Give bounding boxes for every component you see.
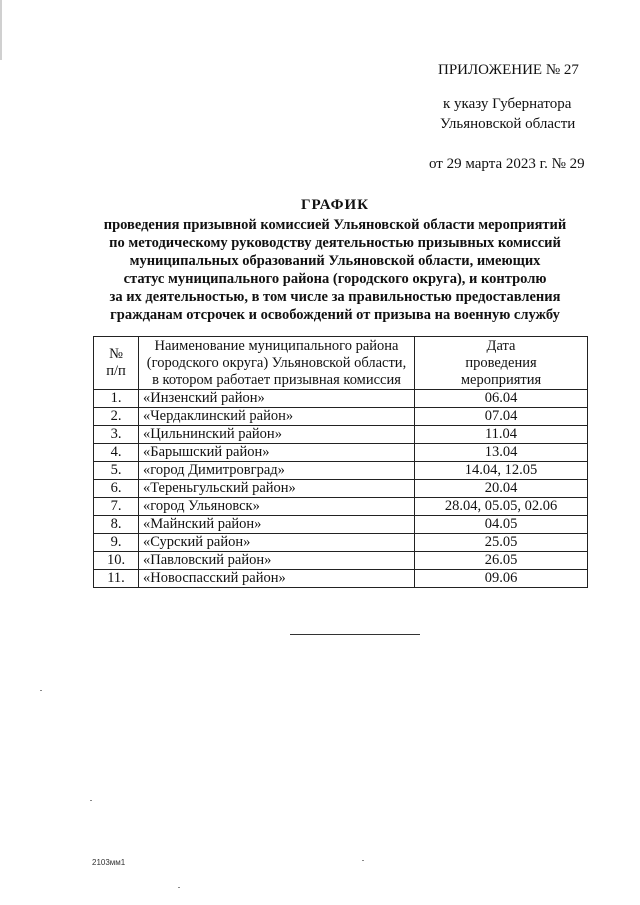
row-date: 13.04 [415, 444, 588, 462]
appendix-region: Ульяновской области [440, 116, 576, 132]
table-row [94, 408, 588, 426]
title-line: статус муниципального района (городского округа), и контролю [123, 271, 547, 287]
row-district: «Инзенский район» [139, 390, 415, 408]
row-district: «Барышский район» [139, 444, 415, 462]
table-row [94, 426, 588, 444]
header-name-line: (городского округа) Ульяновской области, [146, 354, 407, 371]
scan-speck [40, 690, 42, 691]
footer-document-code: 2103мм1 [92, 858, 126, 867]
table-row [94, 444, 588, 462]
document-title [60, 196, 610, 324]
appendix-number: ПРИЛОЖЕНИЕ № 27 [438, 62, 579, 78]
row-district: «Чердаклинский район» [139, 408, 415, 426]
row-date: 25.05 [415, 534, 588, 552]
row-number: 5. [94, 462, 139, 480]
row-date: 14.04, 12.05 [415, 462, 588, 480]
appendix-to-decree: к указу Губернатора [443, 96, 572, 112]
header-name [139, 337, 415, 390]
header-date-line: Дата [486, 337, 516, 354]
scan-speck [178, 887, 180, 888]
row-date: 09.06 [415, 570, 588, 588]
row-date: 04.05 [415, 516, 588, 534]
row-number: 3. [94, 426, 139, 444]
row-number: 9. [94, 534, 139, 552]
row-district: «Павловский район» [139, 552, 415, 570]
header-name-line: в котором работает призывная комиссия [152, 371, 401, 388]
table-row [94, 462, 588, 480]
appendix-header [425, 60, 625, 174]
row-number: 2. [94, 408, 139, 426]
scan-speck [362, 860, 364, 861]
header-date [415, 337, 588, 390]
table-header-row [94, 337, 588, 390]
row-date: 26.05 [415, 552, 588, 570]
table-row [94, 390, 588, 408]
row-number: 10. [94, 552, 139, 570]
appendix-date-number: от 29 марта 2023 г. № 29 [429, 156, 585, 172]
title-line: по методическому руководству деятельностью призывных комиссий [109, 235, 561, 251]
row-district: «город Димитровград» [139, 462, 415, 480]
row-date: 07.04 [415, 408, 588, 426]
closing-divider-line [290, 634, 420, 635]
table-row [94, 516, 588, 534]
scan-speck [90, 800, 92, 801]
row-district: «Новоспасский район» [139, 570, 415, 588]
row-district: «Майнский район» [139, 516, 415, 534]
row-number: 8. [94, 516, 139, 534]
row-number: 6. [94, 480, 139, 498]
row-date: 06.04 [415, 390, 588, 408]
row-date: 20.04 [415, 480, 588, 498]
title-heading: ГРАФИК [300, 197, 370, 213]
header-name-line: Наименование муниципального района [154, 337, 399, 354]
table-row [94, 552, 588, 570]
row-number: 11. [94, 570, 139, 588]
row-date: 11.04 [415, 426, 588, 444]
schedule-table [93, 336, 588, 588]
row-number: 7. [94, 498, 139, 516]
title-line: гражданам отсрочек и освобождений от призыва на военную службу [110, 307, 560, 323]
table-row [94, 480, 588, 498]
header-date-line: проведения [465, 354, 537, 371]
table-row [94, 570, 588, 588]
row-number: 4. [94, 444, 139, 462]
row-district: «Цильнинский район» [139, 426, 415, 444]
row-district: «город Ульяновск» [139, 498, 415, 516]
row-district: «Сурский район» [139, 534, 415, 552]
header-number-line: п/п [106, 363, 126, 379]
header-date-line: мероприятия [460, 371, 542, 388]
title-line: муниципальных образований Ульяновской области, имеющих [129, 253, 541, 269]
table-row [94, 498, 588, 516]
row-district: «Тереньгульский район» [139, 480, 415, 498]
row-number: 1. [94, 390, 139, 408]
page-edge-mark [0, 0, 2, 60]
table-row [94, 534, 588, 552]
title-line: за их деятельностью, в том числе за правильностью предоставления [109, 289, 561, 305]
header-number [94, 337, 139, 390]
header-number-line: № [109, 346, 123, 362]
row-date: 28.04, 05.05, 02.06 [415, 498, 588, 516]
title-line: проведения призывной комиссией Ульяновской области мероприятий [103, 217, 567, 233]
